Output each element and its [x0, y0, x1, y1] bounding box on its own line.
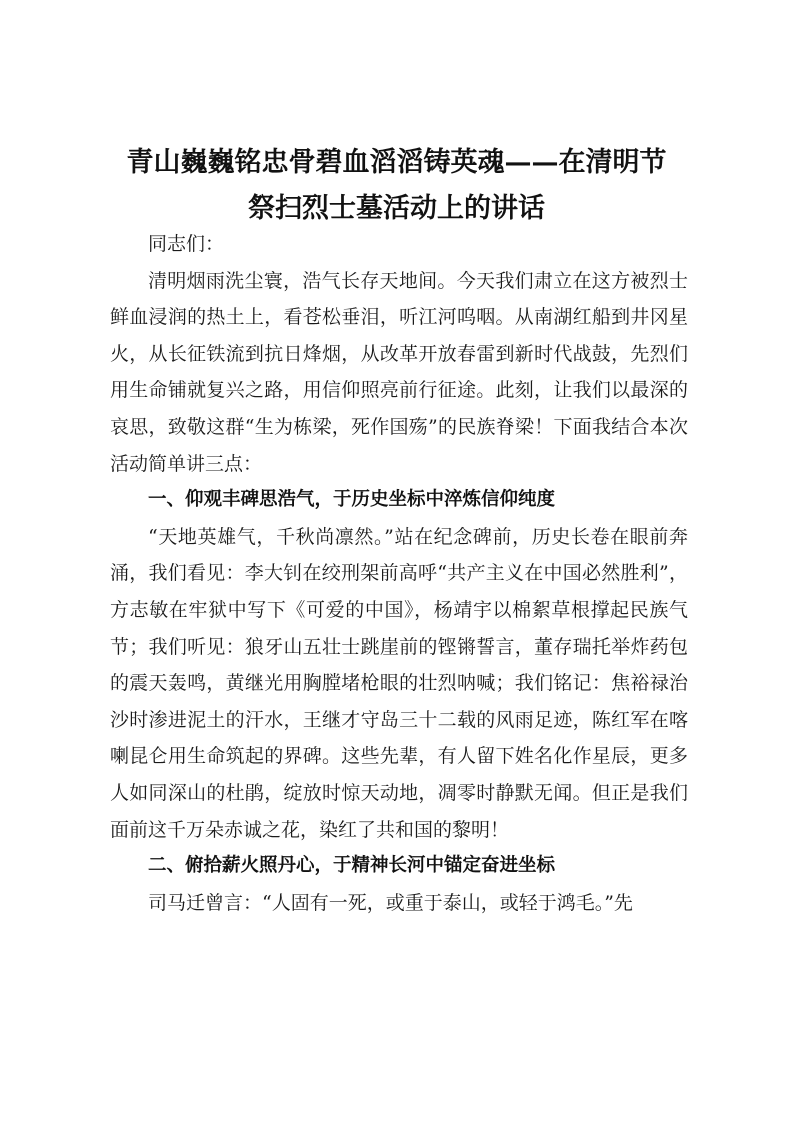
paragraph-intro: 清明烟雨洗尘寰，浩气长存天地间。今天我们肃立在这方被烈士鲜血浸润的热土上，看苍松垂泪，听江河呜咽。从南湖红船到井冈星火，从长征铁流到抗日烽烟，从改革开放春雷到新时代战鼓，先烈们用生命铺就复兴之路，用信仰照亮前行征途。此刻，让我们以最深的哀思，致敬这群“生为栋梁，死作国殇”的民族脊梁！下面我结合本次活动简单讲三点： — [110, 269, 688, 475]
paragraph-section-2: 司马迁曾言：“人固有一死，或重于泰山，或轻于鸿毛。”先 — [148, 891, 633, 914]
title-line-2: 祭扫烈士墓活动上的讲话 — [248, 193, 545, 224]
document-body — [110, 226, 688, 921]
title-line-1: 青山巍巍铭忠骨碧血滔滔铸英魂——在清明节 — [126, 147, 667, 178]
section-heading-1: 一、仰观丰碑思浩气，于历史坐标中淬炼信仰纯度 — [148, 489, 556, 511]
document-title — [100, 140, 693, 232]
paragraph-section-1: “天地英雄气，千秋尚凛然。”站在纪念碑前，历史长卷在眼前奔涌，我们看见：李大钊在绞刑架前高呼“共产主义在中国必然胜利”，方志敏在牢狱中写下《可爱的中国》，杨靖宇以棉絮草根撑起民族气节；我们听见：狼牙山五壮士跳崖前的铿锵誓言，董存瑞托举炸药包的震天轰鸣，黄继光用胸膛堵枪眼的壮烈呐喊；我们铭记：焦裕禄治沙时渗进泥土的汗水，王继才守岛三十二载的风雨足迹，陈红军在喀喇昆仑用生命筑起的界碑。这些先辈，有人留下姓名化作星辰，更多人如同深山的杜鹃，绽放时惊天动地，凋零时静默无闻。但正是我们面前这千万朵赤诚之花，染红了共和国的黎明！ — [110, 525, 688, 841]
section-heading-2: 二、俯拾薪火照丹心，于精神长河中锚定奋进坐标 — [148, 855, 556, 877]
greeting: 同志们： — [148, 233, 225, 255]
